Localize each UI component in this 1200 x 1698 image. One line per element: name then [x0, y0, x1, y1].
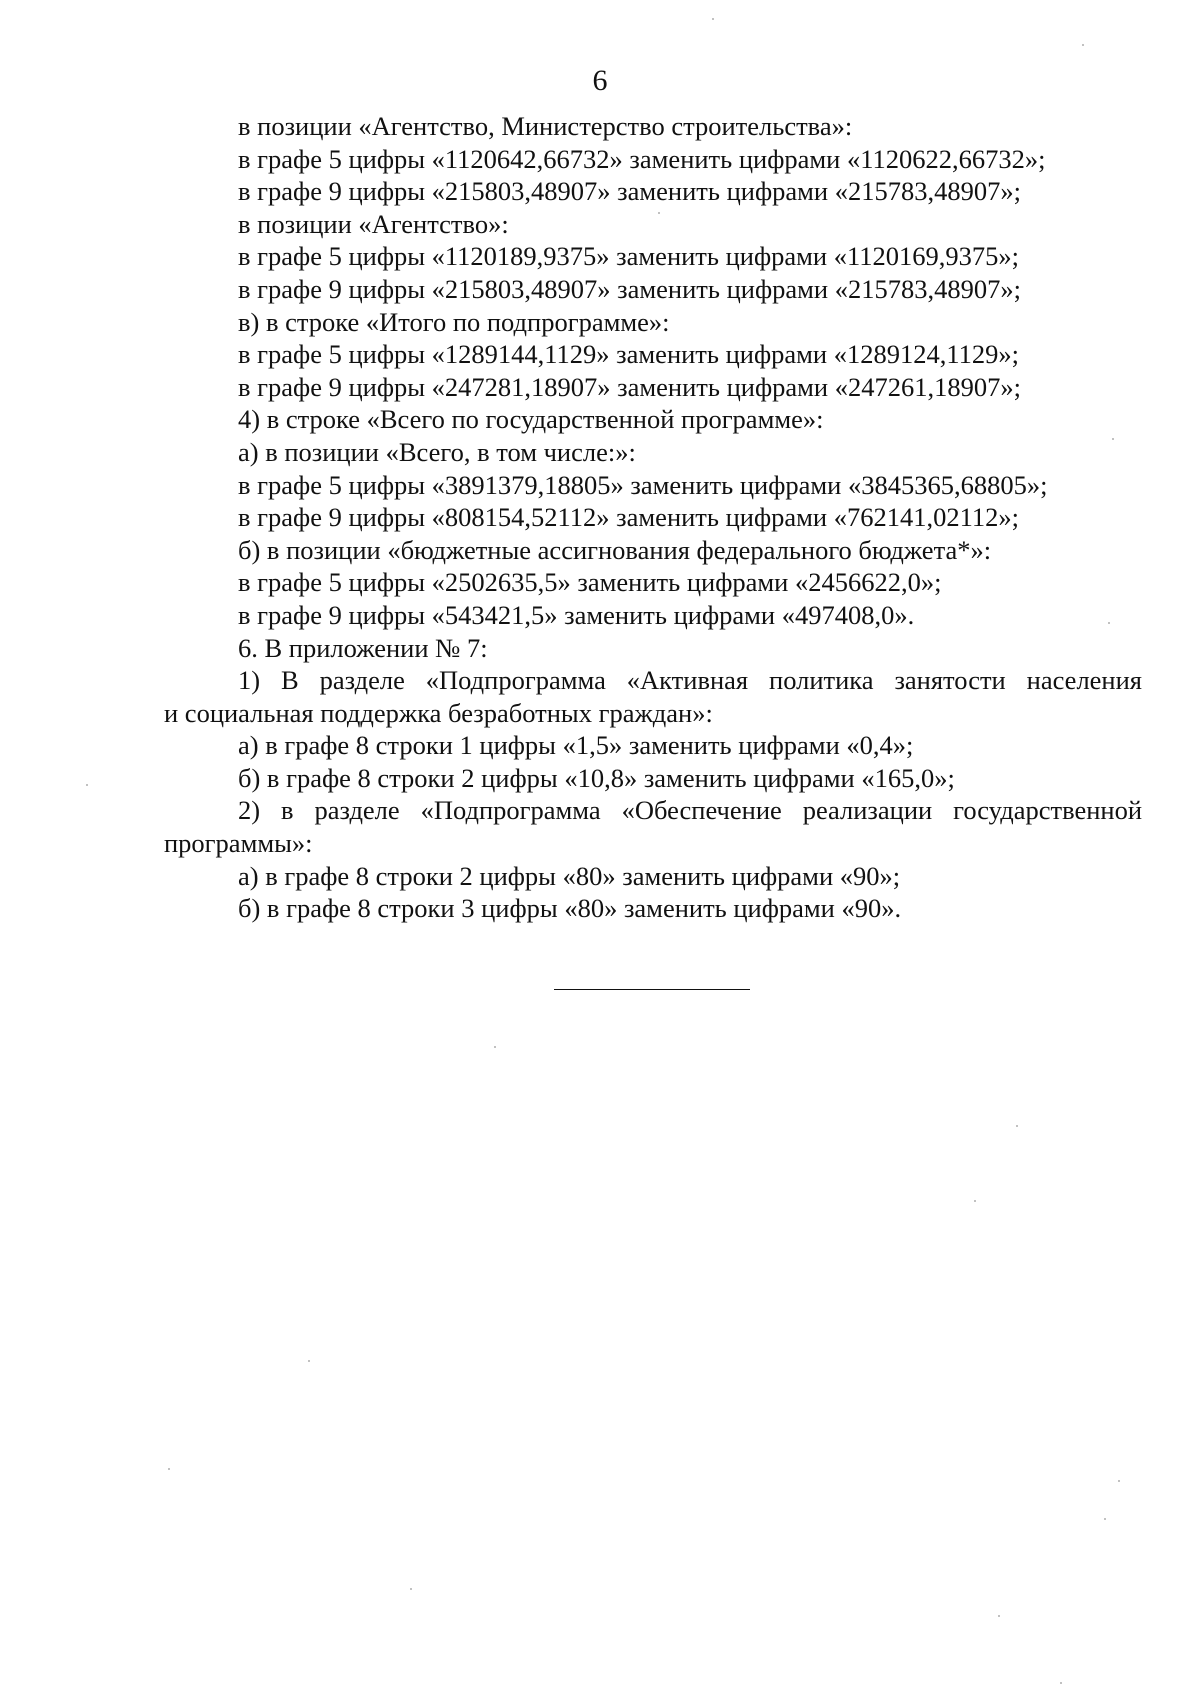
- paragraph-line: 4) в строке «Всего по государственной программе»:: [238, 404, 824, 435]
- paragraph-line: б) в позиции «бюджетные ассигнования федерального бюджета*»:: [238, 534, 992, 565]
- paragraph-line: в) в строке «Итого по подпрограмме»:: [238, 306, 670, 337]
- scan-speck: [410, 1588, 412, 1590]
- paragraph-line: в графе 5 цифры «3891379,18805» заменить цифрами «3845365,68805»;: [238, 469, 1048, 500]
- scan-speck: [658, 212, 660, 214]
- scan-speck: [974, 1200, 976, 1202]
- paragraph-line: и социальная поддержка безработных граждан»:: [164, 697, 713, 728]
- paragraph-line: в графе 9 цифры «215803,48907» заменить цифрами «215783,48907»;: [238, 273, 1021, 304]
- scan-speck: [1118, 1480, 1120, 1482]
- paragraph-line: в позиции «Агентство, Министерство строительства»:: [238, 111, 853, 141]
- scan-speck: [86, 784, 88, 786]
- paragraph-line: а) в графе 8 строки 2 цифры «80» заменить цифрами «90»;: [238, 860, 901, 891]
- paragraph-line: б) в графе 8 строки 3 цифры «80» заменить цифрами «90».: [238, 893, 902, 924]
- document-body: [164, 110, 1142, 925]
- scan-speck: [494, 1046, 496, 1048]
- paragraph-line: в графе 5 цифры «1120189,9375» заменить цифрами «1120169,9375»;: [238, 241, 1019, 272]
- scan-speck: [1108, 622, 1110, 624]
- paragraph-line: 2) в разделе «Подпрограмма «Обеспечение реализации государственной: [238, 795, 1142, 826]
- paragraph-line: а) в позиции «Всего, в том числе:»:: [238, 436, 636, 467]
- paragraph-line: в графе 5 цифры «1120642,66732» заменить цифрами «1120622,66732»;: [238, 143, 1046, 174]
- paragraph-line: в графе 9 цифры «543421,5» заменить цифрами «497408,0».: [238, 599, 915, 630]
- end-rule: [554, 989, 750, 990]
- page-number: 6: [592, 64, 608, 97]
- paragraph-line: а) в графе 8 строки 1 цифры «1,5» заменить цифрами «0,4»;: [238, 730, 914, 761]
- paragraph-line: в графе 5 цифры «2502635,5» заменить цифрами «2456622,0»;: [238, 567, 942, 598]
- scan-speck: [1112, 438, 1114, 440]
- scan-speck: [308, 1360, 310, 1362]
- paragraph-line: в графе 5 цифры «1289144,1129» заменить цифрами «1289124,1129»;: [238, 339, 1019, 370]
- scan-speck: [1016, 1125, 1018, 1127]
- paragraph-line: программы»:: [164, 828, 313, 859]
- scan-speck: [712, 18, 714, 20]
- scan-speck: [1104, 1518, 1106, 1520]
- scan-speck: [168, 1468, 170, 1470]
- paragraph-line: в позиции «Агентство»:: [238, 208, 509, 239]
- paragraph-line: 1) В разделе «Подпрограмма «Активная политика занятости населения: [238, 665, 1142, 696]
- paragraph-line: в графе 9 цифры «215803,48907» заменить цифрами «215783,48907»;: [238, 176, 1021, 207]
- scan-speck: [998, 1615, 1000, 1617]
- scan-speck: [1082, 44, 1084, 46]
- paragraph-line: б) в графе 8 строки 2 цифры «10,8» заменить цифрами «165,0»;: [238, 762, 955, 793]
- paragraph-line: 6. В приложении № 7:: [238, 632, 488, 663]
- paragraph-line: в графе 9 цифры «808154,52112» заменить цифрами «762141,02112»;: [238, 502, 1019, 533]
- paragraph-line: в графе 9 цифры «247281,18907» заменить цифрами «247261,18907»;: [238, 371, 1021, 402]
- scan-speck: [1060, 1682, 1062, 1684]
